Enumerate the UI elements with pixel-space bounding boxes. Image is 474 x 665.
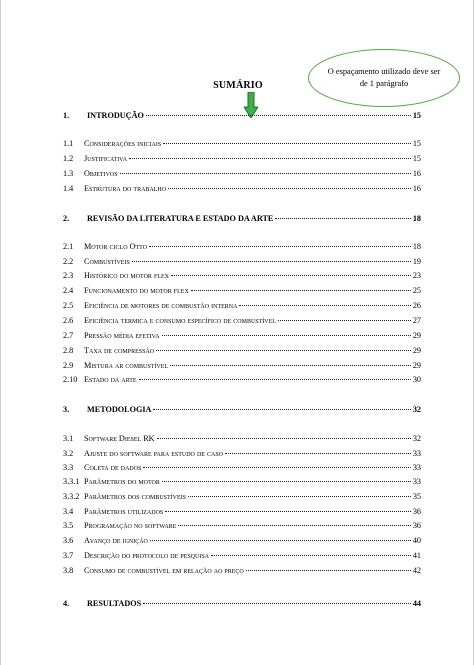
toc-entry-title: Parâmetros dos combustíveis — [84, 492, 186, 501]
toc-entry-page: 18 — [412, 242, 421, 251]
toc-dot-leader — [143, 467, 410, 468]
toc-entry-page: 23 — [412, 271, 421, 280]
toc-section-entry — [63, 330, 421, 342]
toc-dot-leader — [211, 555, 411, 556]
toc-entry-number: 3.6 — [63, 536, 74, 545]
toc-entry-title: Software Diesel RK — [84, 434, 155, 443]
toc-entry-title: Considerações iniciais — [84, 139, 162, 148]
toc-entry-page: 27 — [412, 316, 421, 325]
toc-entry-title: RESULTADOS — [87, 599, 142, 608]
toc-section-entry — [63, 433, 421, 445]
toc-entry-number: 3.4 — [63, 507, 74, 516]
toc-entry-title: Consumo de combustível em relação ao preço — [84, 566, 244, 575]
toc-entry-page: 42 — [412, 566, 421, 575]
toc-section-entry — [63, 520, 421, 532]
toc-dot-leader — [171, 275, 411, 276]
toc-entry-number: 2.6 — [63, 316, 74, 325]
toc-dot-leader — [225, 453, 411, 454]
toc-entry-title: Funcionamento do motor flex — [84, 286, 189, 295]
toc-entry-number: 4. — [63, 599, 70, 608]
toc-entry-page: 25 — [412, 286, 421, 295]
toc-entry-page: 29 — [412, 346, 421, 355]
toc-dot-leader — [191, 290, 411, 291]
toc-entry-title: Objetivos — [84, 169, 118, 178]
toc-entry-page: 15 — [412, 111, 421, 120]
toc-entry-page: 29 — [412, 331, 421, 340]
toc-entry-page: 16 — [412, 184, 421, 193]
toc-entry-title: Mistura ar combustível — [84, 361, 169, 370]
toc-dot-leader — [149, 246, 411, 247]
toc-entry-page: 18 — [412, 214, 421, 223]
toc-entry-number: 2.1 — [63, 242, 74, 251]
toc-dot-leader — [239, 305, 410, 306]
toc-dot-leader — [150, 540, 411, 541]
toc-dot-leader — [188, 496, 411, 497]
toc-dot-leader — [129, 158, 411, 159]
toc-section-entry — [63, 256, 421, 268]
toc-entry-title: METODOLOGIA — [87, 405, 152, 414]
toc-section-entry — [63, 153, 421, 165]
toc-entry-number: 3.3.2 — [63, 492, 80, 501]
toc-section-entry — [63, 491, 421, 503]
comment-callout-text: O espaçamento utilizado deve ser de 1 parágrafo — [327, 67, 441, 88]
toc-entry-title: Ajuste do software para estudo de caso — [84, 449, 223, 458]
toc-section-entry — [63, 535, 421, 547]
toc-entry-title: REVISÃO DA LITERATURA E ESTADO DA ARTE — [87, 214, 274, 223]
toc-dot-leader — [170, 365, 411, 366]
toc-entry-page: 36 — [412, 507, 421, 516]
toc-entry-title: Estrutura do trabalho — [84, 184, 167, 193]
toc-entry-title: Programação no software — [84, 521, 177, 530]
toc-dot-leader — [168, 188, 411, 189]
toc-dot-leader — [278, 320, 411, 321]
toc-entry-page: 33 — [412, 477, 421, 486]
toc-entry-title: Coleta de dados — [84, 463, 142, 472]
toc-entry-page: 35 — [412, 492, 421, 501]
toc-entry-page: 19 — [412, 257, 421, 266]
toc-title: SUMÁRIO — [213, 80, 263, 91]
toc-entry-page: 41 — [412, 551, 421, 560]
toc-entry-page: 40 — [412, 536, 421, 545]
toc-dot-leader — [246, 570, 411, 571]
toc-entry-number: 2.3 — [63, 271, 74, 280]
toc-entry-number: 2.8 — [63, 346, 74, 355]
toc-section-entry — [63, 285, 421, 297]
toc-entry-title: Estado da arte — [84, 375, 137, 384]
toc-entry-number: 3.1 — [63, 434, 74, 443]
toc-dot-leader — [153, 409, 410, 410]
toc-dot-leader — [143, 603, 411, 604]
toc-entry-number: 2.5 — [63, 301, 74, 310]
toc-entry-page: 15 — [412, 154, 421, 163]
toc-entry-page: 29 — [412, 361, 421, 370]
toc-section-entry — [63, 183, 421, 195]
toc-entry-number: 3. — [63, 405, 70, 414]
toc-entry-title: Justificativa — [84, 154, 128, 163]
toc-entry-title: Pressão média efetiva — [84, 331, 160, 340]
toc-entry-title: Motor ciclo Otto — [84, 242, 148, 251]
toc-dot-leader — [178, 525, 410, 526]
toc-entry-page: 30 — [412, 375, 421, 384]
toc-chapter-entry — [63, 404, 421, 416]
toc-entry-title: Eficiência termica e consumo específico de combustível — [84, 316, 276, 325]
toc-section-entry — [63, 300, 421, 312]
toc-entry-page: 36 — [412, 521, 421, 530]
toc-entry-number: 1. — [63, 111, 70, 120]
toc-dot-leader — [165, 511, 411, 512]
toc-entry-page: 44 — [412, 599, 421, 608]
toc-section-entry — [63, 374, 421, 386]
toc-dot-leader — [120, 173, 411, 174]
toc-dot-leader — [162, 335, 411, 336]
toc-entry-title: Avanço de ignição — [84, 536, 148, 545]
toc-entry-title: Parâmetros do motor — [84, 477, 160, 486]
toc-section-entry — [63, 270, 421, 282]
toc-section-entry — [63, 476, 421, 488]
toc-chapter-entry — [63, 110, 421, 122]
toc-dot-leader — [162, 481, 411, 482]
toc-entry-page: 33 — [412, 449, 421, 458]
toc-dot-leader — [163, 143, 411, 144]
toc-section-entry — [63, 168, 421, 180]
toc-section-entry — [63, 138, 421, 150]
toc-dot-leader — [132, 261, 411, 262]
toc-entry-number: 2.9 — [63, 361, 74, 370]
toc-entry-number: 3.3 — [63, 463, 74, 472]
toc-section-entry — [63, 360, 421, 372]
toc-entry-page: 15 — [412, 139, 421, 148]
toc-entry-number: 1.2 — [63, 154, 74, 163]
toc-entry-number: 2.7 — [63, 331, 74, 340]
toc-entry-title: Taxa de compressão — [84, 346, 155, 355]
toc-dot-leader — [156, 350, 411, 351]
toc-entry-title: Combustíveis — [84, 257, 130, 266]
toc-section-entry — [63, 315, 421, 327]
toc-entry-number: 1.1 — [63, 139, 74, 148]
toc-entry-number: 3.3.1 — [63, 477, 80, 486]
toc-entry-title: Parâmetros utilizados — [84, 507, 164, 516]
toc-entry-number: 2.10 — [63, 375, 78, 384]
toc-dot-leader — [275, 218, 410, 219]
toc-chapter-entry — [63, 598, 421, 610]
toc-section-entry — [63, 345, 421, 357]
toc-entry-number: 1.4 — [63, 184, 74, 193]
toc-entry-number: 3.8 — [63, 566, 74, 575]
toc-entry-title: Descrição do protocolo de pesquisa — [84, 551, 210, 560]
toc-dot-leader — [157, 438, 411, 439]
toc-dot-leader — [146, 115, 411, 116]
toc-section-entry — [63, 565, 421, 577]
toc-entry-number: 3.7 — [63, 551, 74, 560]
toc-entry-page: 33 — [412, 463, 421, 472]
toc-section-entry — [63, 506, 421, 518]
toc-entry-title: Histórico do motor flex — [84, 271, 169, 280]
toc-section-entry — [63, 462, 421, 474]
toc-section-entry — [63, 448, 421, 460]
toc-entry-page: 32 — [412, 405, 421, 414]
toc-dot-leader — [139, 379, 411, 380]
toc-entry-number: 2.4 — [63, 286, 74, 295]
toc-entry-number: 3.5 — [63, 521, 74, 530]
toc-section-entry — [63, 241, 421, 253]
comment-callout — [308, 49, 460, 107]
toc-entry-number: 2. — [63, 214, 70, 223]
toc-entry-title: Eficiência de motores de combustão interna — [84, 301, 238, 310]
toc-entry-number: 2.2 — [63, 257, 74, 266]
toc-entry-page: 26 — [412, 301, 421, 310]
toc-entry-page: 16 — [412, 169, 421, 178]
toc-section-entry — [63, 550, 421, 562]
toc-chapter-entry — [63, 213, 421, 225]
toc-entry-number: 3.2 — [63, 449, 74, 458]
toc-entry-page: 32 — [412, 434, 421, 443]
toc-entry-number: 1.3 — [63, 169, 74, 178]
toc-entry-title: INTRODUÇÃO — [87, 111, 144, 120]
